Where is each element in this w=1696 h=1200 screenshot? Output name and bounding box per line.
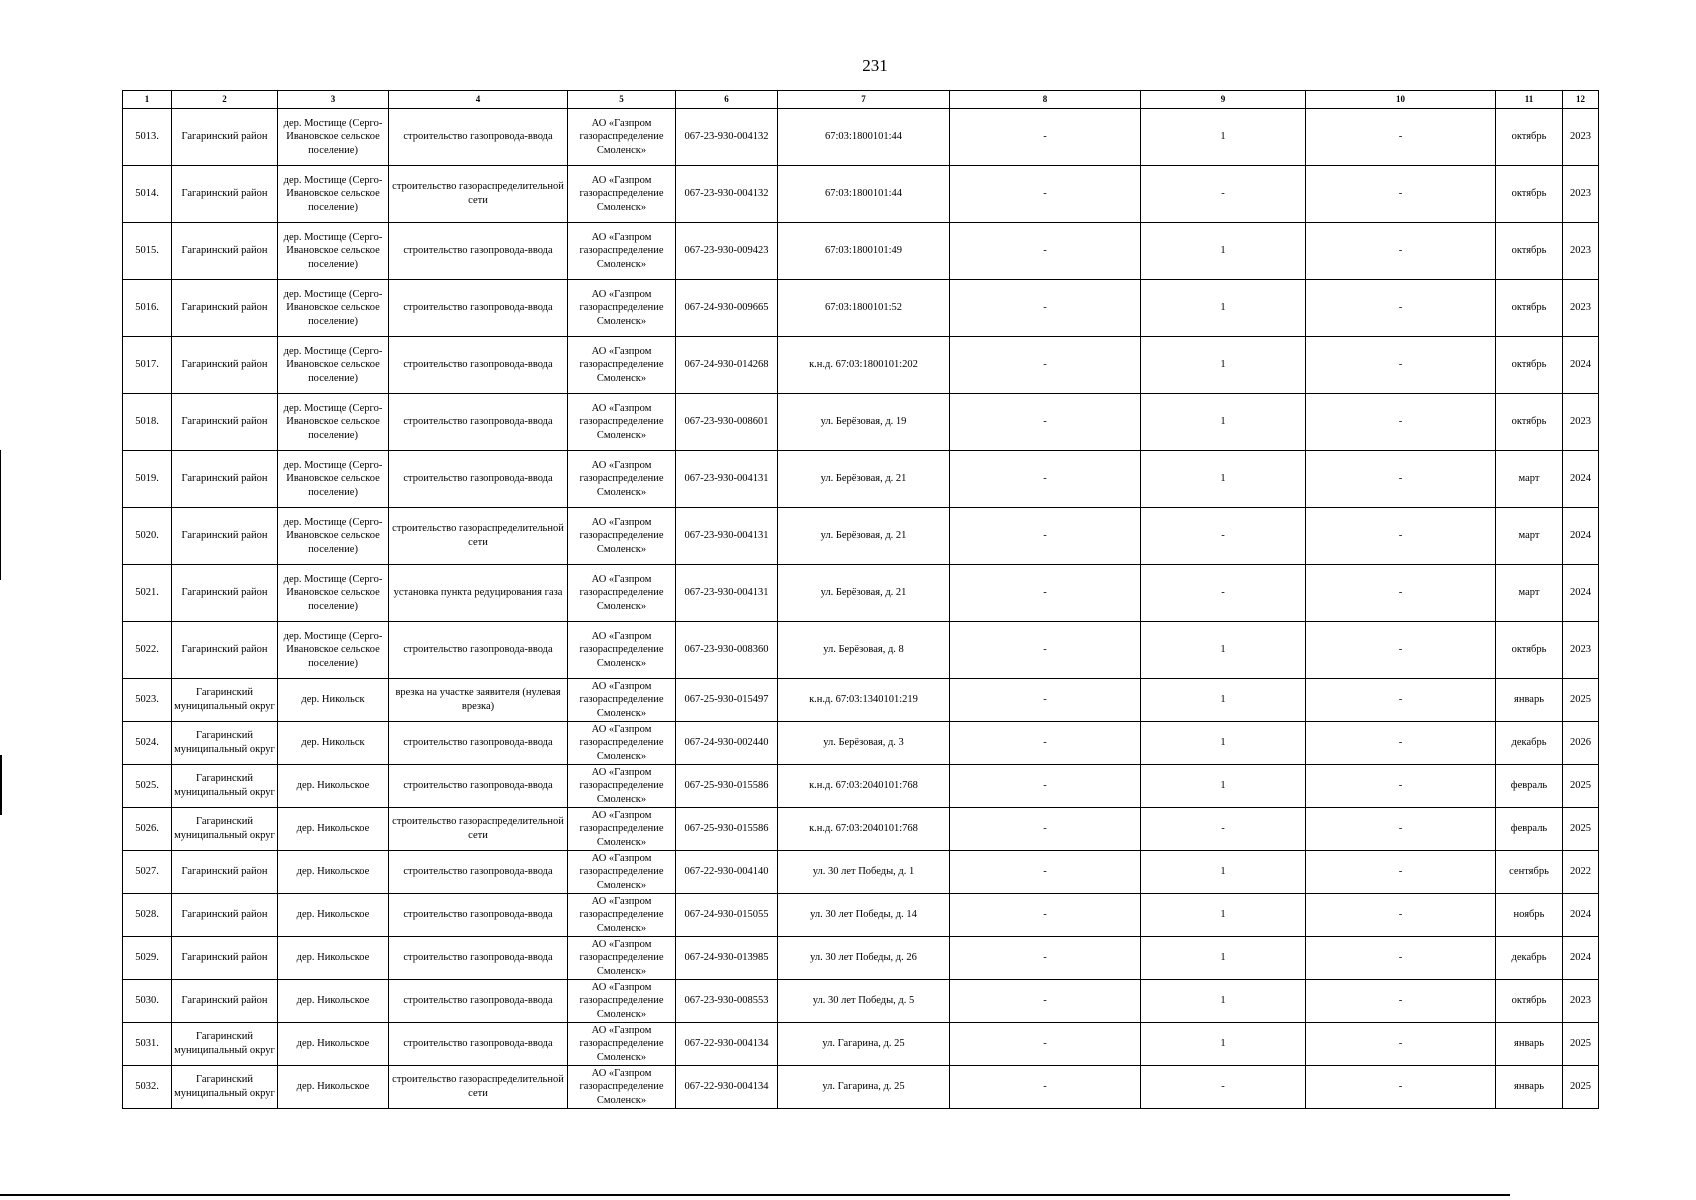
column-10-cell: - bbox=[1306, 565, 1496, 622]
column-9-cell: 1 bbox=[1141, 223, 1306, 280]
column-9-cell: - bbox=[1141, 565, 1306, 622]
column-9-cell: 1 bbox=[1141, 337, 1306, 394]
year-cell: 2024 bbox=[1563, 508, 1599, 565]
column-10-cell: - bbox=[1306, 894, 1496, 937]
settlement-cell: дер. Никольское bbox=[278, 980, 389, 1023]
table-row bbox=[123, 565, 1599, 622]
address-cell: ул. Берёзовая, д. 19 bbox=[778, 394, 950, 451]
column-9-cell: 1 bbox=[1141, 851, 1306, 894]
district-cell: Гагаринский район bbox=[172, 565, 278, 622]
work-type-cell: строительство газопровода-ввода bbox=[389, 1023, 568, 1066]
table-row bbox=[123, 451, 1599, 508]
row-number: 5014. bbox=[123, 166, 172, 223]
column-header: 8 bbox=[950, 91, 1141, 109]
table-row bbox=[123, 1023, 1599, 1066]
organization-cell: АО «Газпром газораспределение Смоленск» bbox=[568, 394, 676, 451]
column-10-cell: - bbox=[1306, 223, 1496, 280]
year-cell: 2023 bbox=[1563, 166, 1599, 223]
year-cell: 2023 bbox=[1563, 223, 1599, 280]
district-cell: Гагаринский муниципальный округ bbox=[172, 722, 278, 765]
column-10-cell: - bbox=[1306, 1023, 1496, 1066]
month-cell: октябрь bbox=[1496, 166, 1563, 223]
work-type-cell: строительство газопровода-ввода bbox=[389, 451, 568, 508]
work-type-cell: строительство газораспределительной сети bbox=[389, 166, 568, 223]
application-number-cell: 067-23-930-004131 bbox=[676, 451, 778, 508]
application-number-cell: 067-24-930-013985 bbox=[676, 937, 778, 980]
year-cell: 2025 bbox=[1563, 1066, 1599, 1109]
district-cell: Гагаринский муниципальный округ bbox=[172, 1066, 278, 1109]
year-cell: 2024 bbox=[1563, 565, 1599, 622]
row-number: 5026. bbox=[123, 808, 172, 851]
row-number: 5028. bbox=[123, 894, 172, 937]
column-9-cell: 1 bbox=[1141, 394, 1306, 451]
settlement-cell: дер. Никольское bbox=[278, 1023, 389, 1066]
column-10-cell: - bbox=[1306, 851, 1496, 894]
column-8-cell: - bbox=[950, 451, 1141, 508]
table-row bbox=[123, 894, 1599, 937]
year-cell: 2023 bbox=[1563, 394, 1599, 451]
work-type-cell: строительство газопровода-ввода bbox=[389, 722, 568, 765]
column-8-cell: - bbox=[950, 894, 1141, 937]
row-number: 5032. bbox=[123, 1066, 172, 1109]
month-cell: март bbox=[1496, 565, 1563, 622]
work-type-cell: строительство газопровода-ввода bbox=[389, 394, 568, 451]
organization-cell: АО «Газпром газораспределение Смоленск» bbox=[568, 1023, 676, 1066]
column-9-cell: 1 bbox=[1141, 109, 1306, 166]
month-cell: сентябрь bbox=[1496, 851, 1563, 894]
address-cell: ул. 30 лет Победы, д. 14 bbox=[778, 894, 950, 937]
column-10-cell: - bbox=[1306, 722, 1496, 765]
address-cell: ул. Гагарина, д. 25 bbox=[778, 1023, 950, 1066]
column-header: 2 bbox=[172, 91, 278, 109]
column-10-cell: - bbox=[1306, 1066, 1496, 1109]
work-type-cell: строительство газопровода-ввода bbox=[389, 223, 568, 280]
column-8-cell: - bbox=[950, 851, 1141, 894]
table-row bbox=[123, 280, 1599, 337]
column-10-cell: - bbox=[1306, 166, 1496, 223]
year-cell: 2023 bbox=[1563, 280, 1599, 337]
month-cell: октябрь bbox=[1496, 337, 1563, 394]
year-cell: 2024 bbox=[1563, 937, 1599, 980]
month-cell: октябрь bbox=[1496, 223, 1563, 280]
table-row bbox=[123, 394, 1599, 451]
month-cell: февраль bbox=[1496, 765, 1563, 808]
organization-cell: АО «Газпром газораспределение Смоленск» bbox=[568, 765, 676, 808]
column-10-cell: - bbox=[1306, 980, 1496, 1023]
address-cell: ул. 30 лет Победы, д. 5 bbox=[778, 980, 950, 1023]
address-cell: к.н.д. 67:03:2040101:768 bbox=[778, 765, 950, 808]
district-cell: Гагаринский район bbox=[172, 280, 278, 337]
application-number-cell: 067-24-930-002440 bbox=[676, 722, 778, 765]
application-number-cell: 067-23-930-004132 bbox=[676, 166, 778, 223]
address-cell: к.н.д. 67:03:2040101:768 bbox=[778, 808, 950, 851]
row-number: 5022. bbox=[123, 622, 172, 679]
work-type-cell: строительство газопровода-ввода bbox=[389, 937, 568, 980]
column-8-cell: - bbox=[950, 980, 1141, 1023]
row-number: 5021. bbox=[123, 565, 172, 622]
month-cell: ноябрь bbox=[1496, 894, 1563, 937]
application-number-cell: 067-23-930-004131 bbox=[676, 508, 778, 565]
year-cell: 2024 bbox=[1563, 894, 1599, 937]
settlement-cell: дер. Мостище (Серго-Ивановское сельское поселение) bbox=[278, 280, 389, 337]
table-row bbox=[123, 722, 1599, 765]
month-cell: январь bbox=[1496, 1023, 1563, 1066]
column-10-cell: - bbox=[1306, 937, 1496, 980]
year-cell: 2022 bbox=[1563, 851, 1599, 894]
application-number-cell: 067-22-930-004134 bbox=[676, 1066, 778, 1109]
month-cell: март bbox=[1496, 451, 1563, 508]
scan-margin-mark bbox=[0, 450, 1, 580]
row-number: 5025. bbox=[123, 765, 172, 808]
application-number-cell: 067-22-930-004134 bbox=[676, 1023, 778, 1066]
organization-cell: АО «Газпром газораспределение Смоленск» bbox=[568, 808, 676, 851]
settlement-cell: дер. Никольск bbox=[278, 679, 389, 722]
table-row bbox=[123, 851, 1599, 894]
column-9-cell: - bbox=[1141, 166, 1306, 223]
address-cell: ул. Берёзовая, д. 21 bbox=[778, 565, 950, 622]
organization-cell: АО «Газпром газораспределение Смоленск» bbox=[568, 451, 676, 508]
address-cell: к.н.д. 67:03:1340101:219 bbox=[778, 679, 950, 722]
work-type-cell: строительство газопровода-ввода bbox=[389, 280, 568, 337]
month-cell: октябрь bbox=[1496, 980, 1563, 1023]
year-cell: 2024 bbox=[1563, 337, 1599, 394]
column-header: 9 bbox=[1141, 91, 1306, 109]
district-cell: Гагаринский муниципальный округ bbox=[172, 808, 278, 851]
settlement-cell: дер. Мостище (Серго-Ивановское сельское поселение) bbox=[278, 109, 389, 166]
settlement-cell: дер. Никольское bbox=[278, 851, 389, 894]
application-number-cell: 067-25-930-015586 bbox=[676, 808, 778, 851]
month-cell: октябрь bbox=[1496, 280, 1563, 337]
work-type-cell: строительство газопровода-ввода bbox=[389, 622, 568, 679]
column-header: 7 bbox=[778, 91, 950, 109]
table-row bbox=[123, 1066, 1599, 1109]
column-8-cell: - bbox=[950, 622, 1141, 679]
column-10-cell: - bbox=[1306, 109, 1496, 166]
district-cell: Гагаринский район bbox=[172, 337, 278, 394]
work-type-cell: строительство газопровода-ввода bbox=[389, 980, 568, 1023]
work-type-cell: строительство газопровода-ввода bbox=[389, 109, 568, 166]
settlement-cell: дер. Мостище (Серго-Ивановское сельское поселение) bbox=[278, 565, 389, 622]
application-number-cell: 067-24-930-014268 bbox=[676, 337, 778, 394]
row-number: 5019. bbox=[123, 451, 172, 508]
table-row bbox=[123, 109, 1599, 166]
organization-cell: АО «Газпром газораспределение Смоленск» bbox=[568, 109, 676, 166]
data-table bbox=[122, 90, 1599, 1109]
work-type-cell: строительство газораспределительной сети bbox=[389, 808, 568, 851]
row-number: 5015. bbox=[123, 223, 172, 280]
column-8-cell: - bbox=[950, 1066, 1141, 1109]
application-number-cell: 067-23-930-004132 bbox=[676, 109, 778, 166]
application-number-cell: 067-23-930-008360 bbox=[676, 622, 778, 679]
month-cell: октябрь bbox=[1496, 622, 1563, 679]
district-cell: Гагаринский район bbox=[172, 622, 278, 679]
column-9-cell: 1 bbox=[1141, 765, 1306, 808]
row-number: 5013. bbox=[123, 109, 172, 166]
month-cell: октябрь bbox=[1496, 394, 1563, 451]
column-10-cell: - bbox=[1306, 280, 1496, 337]
column-8-cell: - bbox=[950, 109, 1141, 166]
row-number: 5029. bbox=[123, 937, 172, 980]
district-cell: Гагаринский район bbox=[172, 851, 278, 894]
district-cell: Гагаринский район bbox=[172, 223, 278, 280]
table-row bbox=[123, 765, 1599, 808]
settlement-cell: дер. Никольское bbox=[278, 937, 389, 980]
column-10-cell: - bbox=[1306, 394, 1496, 451]
column-9-cell: - bbox=[1141, 1066, 1306, 1109]
column-9-cell: - bbox=[1141, 508, 1306, 565]
table-row bbox=[123, 808, 1599, 851]
column-8-cell: - bbox=[950, 394, 1141, 451]
month-cell: декабрь bbox=[1496, 722, 1563, 765]
column-10-cell: - bbox=[1306, 451, 1496, 508]
column-9-cell: 1 bbox=[1141, 280, 1306, 337]
row-number: 5031. bbox=[123, 1023, 172, 1066]
row-number: 5027. bbox=[123, 851, 172, 894]
column-9-cell: - bbox=[1141, 808, 1306, 851]
application-number-cell: 067-25-930-015497 bbox=[676, 679, 778, 722]
column-8-cell: - bbox=[950, 280, 1141, 337]
year-cell: 2023 bbox=[1563, 980, 1599, 1023]
column-10-cell: - bbox=[1306, 808, 1496, 851]
work-type-cell: строительство газопровода-ввода bbox=[389, 851, 568, 894]
settlement-cell: дер. Мостище (Серго-Ивановское сельское поселение) bbox=[278, 508, 389, 565]
column-8-cell: - bbox=[950, 1023, 1141, 1066]
bottom-rule bbox=[0, 1194, 1510, 1196]
settlement-cell: дер. Никольское bbox=[278, 808, 389, 851]
organization-cell: АО «Газпром газораспределение Смоленск» bbox=[568, 937, 676, 980]
settlement-cell: дер. Мостище (Серго-Ивановское сельское поселение) bbox=[278, 394, 389, 451]
application-number-cell: 067-23-930-008601 bbox=[676, 394, 778, 451]
year-cell: 2023 bbox=[1563, 622, 1599, 679]
column-9-cell: 1 bbox=[1141, 679, 1306, 722]
address-cell: ул. Берёзовая, д. 21 bbox=[778, 508, 950, 565]
column-10-cell: - bbox=[1306, 508, 1496, 565]
row-number: 5017. bbox=[123, 337, 172, 394]
organization-cell: АО «Газпром газораспределение Смоленск» bbox=[568, 622, 676, 679]
column-9-cell: 1 bbox=[1141, 451, 1306, 508]
organization-cell: АО «Газпром газораспределение Смоленск» bbox=[568, 980, 676, 1023]
row-number: 5023. bbox=[123, 679, 172, 722]
column-9-cell: 1 bbox=[1141, 980, 1306, 1023]
address-cell: ул. Гагарина, д. 25 bbox=[778, 1066, 950, 1109]
column-header: 10 bbox=[1306, 91, 1496, 109]
address-cell: 67:03:1800101:44 bbox=[778, 166, 950, 223]
application-number-cell: 067-23-930-004131 bbox=[676, 565, 778, 622]
column-header: 5 bbox=[568, 91, 676, 109]
column-8-cell: - bbox=[950, 937, 1141, 980]
month-cell: январь bbox=[1496, 679, 1563, 722]
organization-cell: АО «Газпром газораспределение Смоленск» bbox=[568, 894, 676, 937]
table-row bbox=[123, 166, 1599, 223]
table-body bbox=[123, 109, 1599, 1109]
organization-cell: АО «Газпром газораспределение Смоленск» bbox=[568, 508, 676, 565]
application-number-cell: 067-23-930-009423 bbox=[676, 223, 778, 280]
column-9-cell: 1 bbox=[1141, 1023, 1306, 1066]
column-9-cell: 1 bbox=[1141, 622, 1306, 679]
year-cell: 2025 bbox=[1563, 808, 1599, 851]
work-type-cell: строительство газораспределительной сети bbox=[389, 1066, 568, 1109]
address-cell: 67:03:1800101:49 bbox=[778, 223, 950, 280]
application-number-cell: 067-22-930-004140 bbox=[676, 851, 778, 894]
settlement-cell: дер. Мостище (Серго-Ивановское сельское поселение) bbox=[278, 166, 389, 223]
settlement-cell: дер. Никольск bbox=[278, 722, 389, 765]
month-cell: февраль bbox=[1496, 808, 1563, 851]
address-cell: ул. Берёзовая, д. 3 bbox=[778, 722, 950, 765]
column-8-cell: - bbox=[950, 508, 1141, 565]
address-cell: ул. 30 лет Победы, д. 1 bbox=[778, 851, 950, 894]
district-cell: Гагаринский муниципальный округ bbox=[172, 1023, 278, 1066]
row-number: 5020. bbox=[123, 508, 172, 565]
column-10-cell: - bbox=[1306, 679, 1496, 722]
row-number: 5024. bbox=[123, 722, 172, 765]
column-8-cell: - bbox=[950, 808, 1141, 851]
district-cell: Гагаринский район bbox=[172, 937, 278, 980]
address-cell: к.н.д. 67:03:1800101:202 bbox=[778, 337, 950, 394]
month-cell: октябрь bbox=[1496, 109, 1563, 166]
application-number-cell: 067-24-930-015055 bbox=[676, 894, 778, 937]
column-8-cell: - bbox=[950, 337, 1141, 394]
column-10-cell: - bbox=[1306, 337, 1496, 394]
district-cell: Гагаринский район bbox=[172, 394, 278, 451]
organization-cell: АО «Газпром газораспределение Смоленск» bbox=[568, 280, 676, 337]
column-header: 4 bbox=[389, 91, 568, 109]
table-row bbox=[123, 679, 1599, 722]
year-cell: 2026 bbox=[1563, 722, 1599, 765]
column-8-cell: - bbox=[950, 679, 1141, 722]
column-8-cell: - bbox=[950, 565, 1141, 622]
organization-cell: АО «Газпром газораспределение Смоленск» bbox=[568, 851, 676, 894]
row-number: 5030. bbox=[123, 980, 172, 1023]
column-header: 1 bbox=[123, 91, 172, 109]
month-cell: март bbox=[1496, 508, 1563, 565]
table-row bbox=[123, 223, 1599, 280]
table-row bbox=[123, 622, 1599, 679]
district-cell: Гагаринский район bbox=[172, 894, 278, 937]
settlement-cell: дер. Никольское bbox=[278, 765, 389, 808]
column-header: 11 bbox=[1496, 91, 1563, 109]
table-row bbox=[123, 508, 1599, 565]
work-type-cell: строительство газопровода-ввода bbox=[389, 894, 568, 937]
work-type-cell: строительство газопровода-ввода bbox=[389, 765, 568, 808]
work-type-cell: установка пункта редуцирования газа bbox=[389, 565, 568, 622]
application-number-cell: 067-25-930-015586 bbox=[676, 765, 778, 808]
row-number: 5016. bbox=[123, 280, 172, 337]
table-row bbox=[123, 980, 1599, 1023]
settlement-cell: дер. Мостище (Серго-Ивановское сельское поселение) bbox=[278, 622, 389, 679]
address-cell: ул. Берёзовая, д. 21 bbox=[778, 451, 950, 508]
column-10-cell: - bbox=[1306, 622, 1496, 679]
month-cell: декабрь bbox=[1496, 937, 1563, 980]
organization-cell: АО «Газпром газораспределение Смоленск» bbox=[568, 565, 676, 622]
month-cell: январь bbox=[1496, 1066, 1563, 1109]
settlement-cell: дер. Мостище (Серго-Ивановское сельское поселение) bbox=[278, 223, 389, 280]
district-cell: Гагаринский район bbox=[172, 109, 278, 166]
district-cell: Гагаринский муниципальный округ bbox=[172, 765, 278, 808]
settlement-cell: дер. Мостище (Серго-Ивановское сельское поселение) bbox=[278, 451, 389, 508]
column-header: 12 bbox=[1563, 91, 1599, 109]
organization-cell: АО «Газпром газораспределение Смоленск» bbox=[568, 337, 676, 394]
scan-margin-mark bbox=[0, 755, 2, 815]
table-row bbox=[123, 337, 1599, 394]
district-cell: Гагаринский муниципальный округ bbox=[172, 679, 278, 722]
table-row bbox=[123, 937, 1599, 980]
address-cell: 67:03:1800101:52 bbox=[778, 280, 950, 337]
settlement-cell: дер. Мостище (Серго-Ивановское сельское поселение) bbox=[278, 337, 389, 394]
column-8-cell: - bbox=[950, 166, 1141, 223]
page-number: 231 bbox=[862, 56, 888, 75]
address-cell: ул. 30 лет Победы, д. 26 bbox=[778, 937, 950, 980]
organization-cell: АО «Газпром газораспределение Смоленск» bbox=[568, 1066, 676, 1109]
settlement-cell: дер. Никольское bbox=[278, 894, 389, 937]
column-8-cell: - bbox=[950, 765, 1141, 808]
table-header-row bbox=[123, 91, 1599, 109]
column-9-cell: 1 bbox=[1141, 937, 1306, 980]
column-8-cell: - bbox=[950, 223, 1141, 280]
column-9-cell: 1 bbox=[1141, 894, 1306, 937]
settlement-cell: дер. Никольское bbox=[278, 1066, 389, 1109]
year-cell: 2025 bbox=[1563, 679, 1599, 722]
application-number-cell: 067-23-930-008553 bbox=[676, 980, 778, 1023]
organization-cell: АО «Газпром газораспределение Смоленск» bbox=[568, 166, 676, 223]
year-cell: 2025 bbox=[1563, 765, 1599, 808]
column-header: 3 bbox=[278, 91, 389, 109]
column-header: 6 bbox=[676, 91, 778, 109]
district-cell: Гагаринский район bbox=[172, 508, 278, 565]
organization-cell: АО «Газпром газораспределение Смоленск» bbox=[568, 223, 676, 280]
year-cell: 2024 bbox=[1563, 451, 1599, 508]
address-cell: ул. Берёзовая, д. 8 bbox=[778, 622, 950, 679]
address-cell: 67:03:1800101:44 bbox=[778, 109, 950, 166]
district-cell: Гагаринский район bbox=[172, 451, 278, 508]
district-cell: Гагаринский район bbox=[172, 166, 278, 223]
year-cell: 2025 bbox=[1563, 1023, 1599, 1066]
work-type-cell: врезка на участке заявителя (нулевая врезка) bbox=[389, 679, 568, 722]
column-8-cell: - bbox=[950, 722, 1141, 765]
district-cell: Гагаринский район bbox=[172, 980, 278, 1023]
organization-cell: АО «Газпром газораспределение Смоленск» bbox=[568, 679, 676, 722]
application-number-cell: 067-24-930-009665 bbox=[676, 280, 778, 337]
year-cell: 2023 bbox=[1563, 109, 1599, 166]
work-type-cell: строительство газопровода-ввода bbox=[389, 337, 568, 394]
organization-cell: АО «Газпром газораспределение Смоленск» bbox=[568, 722, 676, 765]
work-type-cell: строительство газораспределительной сети bbox=[389, 508, 568, 565]
column-10-cell: - bbox=[1306, 765, 1496, 808]
row-number: 5018. bbox=[123, 394, 172, 451]
column-9-cell: 1 bbox=[1141, 722, 1306, 765]
